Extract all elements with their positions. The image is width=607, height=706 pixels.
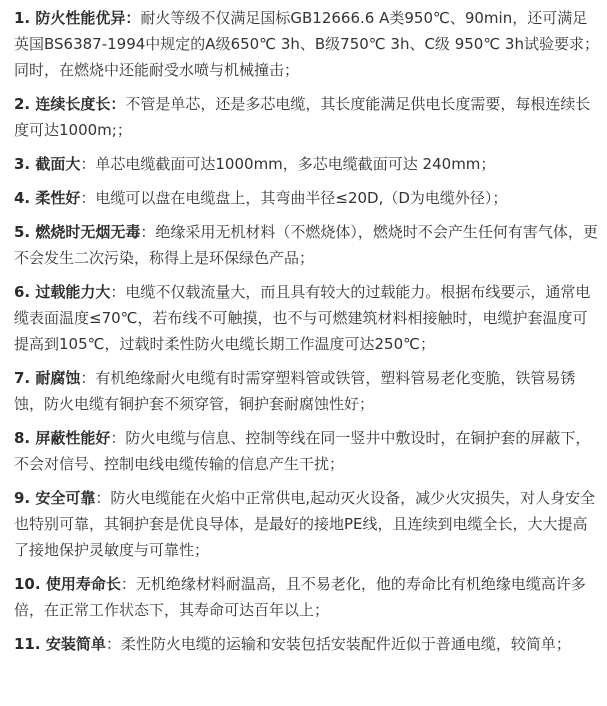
item-title: 安装简单	[45, 635, 106, 653]
item-heading	[14, 95, 125, 113]
item-title: 使用寿命长	[45, 575, 121, 593]
list-item-1	[14, 5, 601, 83]
item-text: ：绝缘采用无机材料（不燃烧体），燃烧时不会产生任何有害气体，更不会发生二次污染，称得上是环保绿色产品；	[14, 223, 598, 267]
item-heading	[14, 283, 110, 301]
item-title: 屏蔽性能好	[35, 429, 111, 447]
item-text: 耐火等级不仅满足国标GB12666.6 A类950℃、90min，还可满足英国BS6387-1994中规定的A级650℃ 3h、B级750℃ 3h、C级 950℃ 3h试验要求；同时，在燃烧中还能耐受水喷与机械撞击；	[14, 9, 599, 79]
item-number: 8.	[14, 429, 31, 447]
list-item-6	[14, 279, 601, 357]
item-number: 4.	[14, 189, 31, 207]
item-heading	[14, 489, 95, 507]
list-item-7	[14, 365, 601, 417]
item-number: 6.	[14, 283, 31, 301]
item-heading	[14, 189, 80, 207]
item-number: 10.	[14, 575, 41, 593]
list-item-5	[14, 219, 601, 271]
item-heading	[14, 575, 121, 593]
item-number: 5.	[14, 223, 31, 241]
item-heading	[14, 635, 106, 653]
item-number: 3.	[14, 155, 31, 173]
item-number: 7.	[14, 369, 31, 387]
item-text: ：电缆不仅载流量大，而且具有较大的过载能力。根据布线要示，通常电缆表面温度≤70℃，若布线不可触摸，也不与可燃建筑材料相接触时，电缆护套温度可提高到105℃，过载时柔性防火电缆长期工作温度可达250℃；	[14, 283, 591, 353]
item-title: 连续长度长：	[35, 95, 126, 113]
item-heading	[14, 9, 140, 27]
list-item-8	[14, 425, 601, 477]
item-text: ：柔性防火电缆的运输和安装包括安装配件近似于普通电缆，较简单；	[105, 635, 571, 653]
item-title: 安全可靠	[35, 489, 96, 507]
item-heading	[14, 223, 140, 241]
item-text: ：电缆可以盘在电缆盘上，其弯曲半径≤20D,（D为电缆外径）；	[80, 189, 508, 207]
item-title: 耐腐蚀	[35, 369, 81, 387]
item-title: 过载能力大	[35, 283, 111, 301]
list-item-10	[14, 571, 601, 623]
item-heading	[14, 155, 80, 173]
item-title: 截面大	[35, 155, 81, 173]
list-item-2	[14, 91, 601, 143]
list-item-4	[14, 185, 601, 211]
item-text: ：单芯电缆截面可达1000mm，多芯电缆截面可达 240mm；	[80, 155, 496, 173]
list-item-3	[14, 151, 601, 177]
item-heading	[14, 429, 110, 447]
item-title: 防火性能优异：	[35, 9, 141, 27]
item-heading	[14, 369, 80, 387]
item-text: ：防火电缆能在火焰中正常供电,起动灭火设备，减少火灾损失，对人身安全也特别可靠，其铜护套是优良导体，是最好的接地PE线，且连续到电缆全长，大大提高了接地保护灵敏度与可靠性；	[14, 489, 596, 559]
item-number: 1.	[14, 9, 31, 27]
item-number: 9.	[14, 489, 31, 507]
list-item-9	[14, 485, 601, 563]
item-number: 11.	[14, 635, 41, 653]
item-title: 柔性好	[35, 189, 81, 207]
item-text: 不管是单芯，还是多芯电缆，其长度能满足供电长度需要，每根连续长度可达1000m;；	[14, 95, 591, 139]
item-text: ：无机绝缘材料耐温高，且不易老化，他的寿命比有机绝缘电缆高许多倍，在正常工作状态下，其寿命可达百年以上；	[14, 575, 586, 619]
item-number: 2.	[14, 95, 31, 113]
item-text: ：有机绝缘耐火电缆有时需穿塑料管或铁管，塑料管易老化变脆，铁管易锈蚀，防火电缆有铜护套不须穿管，铜护套耐腐蚀性好；	[14, 369, 576, 413]
item-title: 燃烧时无烟无毒	[35, 223, 141, 241]
item-text: ：防火电缆与信息、控制等线在同一竖井中敷设时，在铜护套的屏蔽下，不会对信号、控制电线电缆传输的信息产生干扰；	[14, 429, 591, 473]
list-item-11	[14, 631, 601, 657]
